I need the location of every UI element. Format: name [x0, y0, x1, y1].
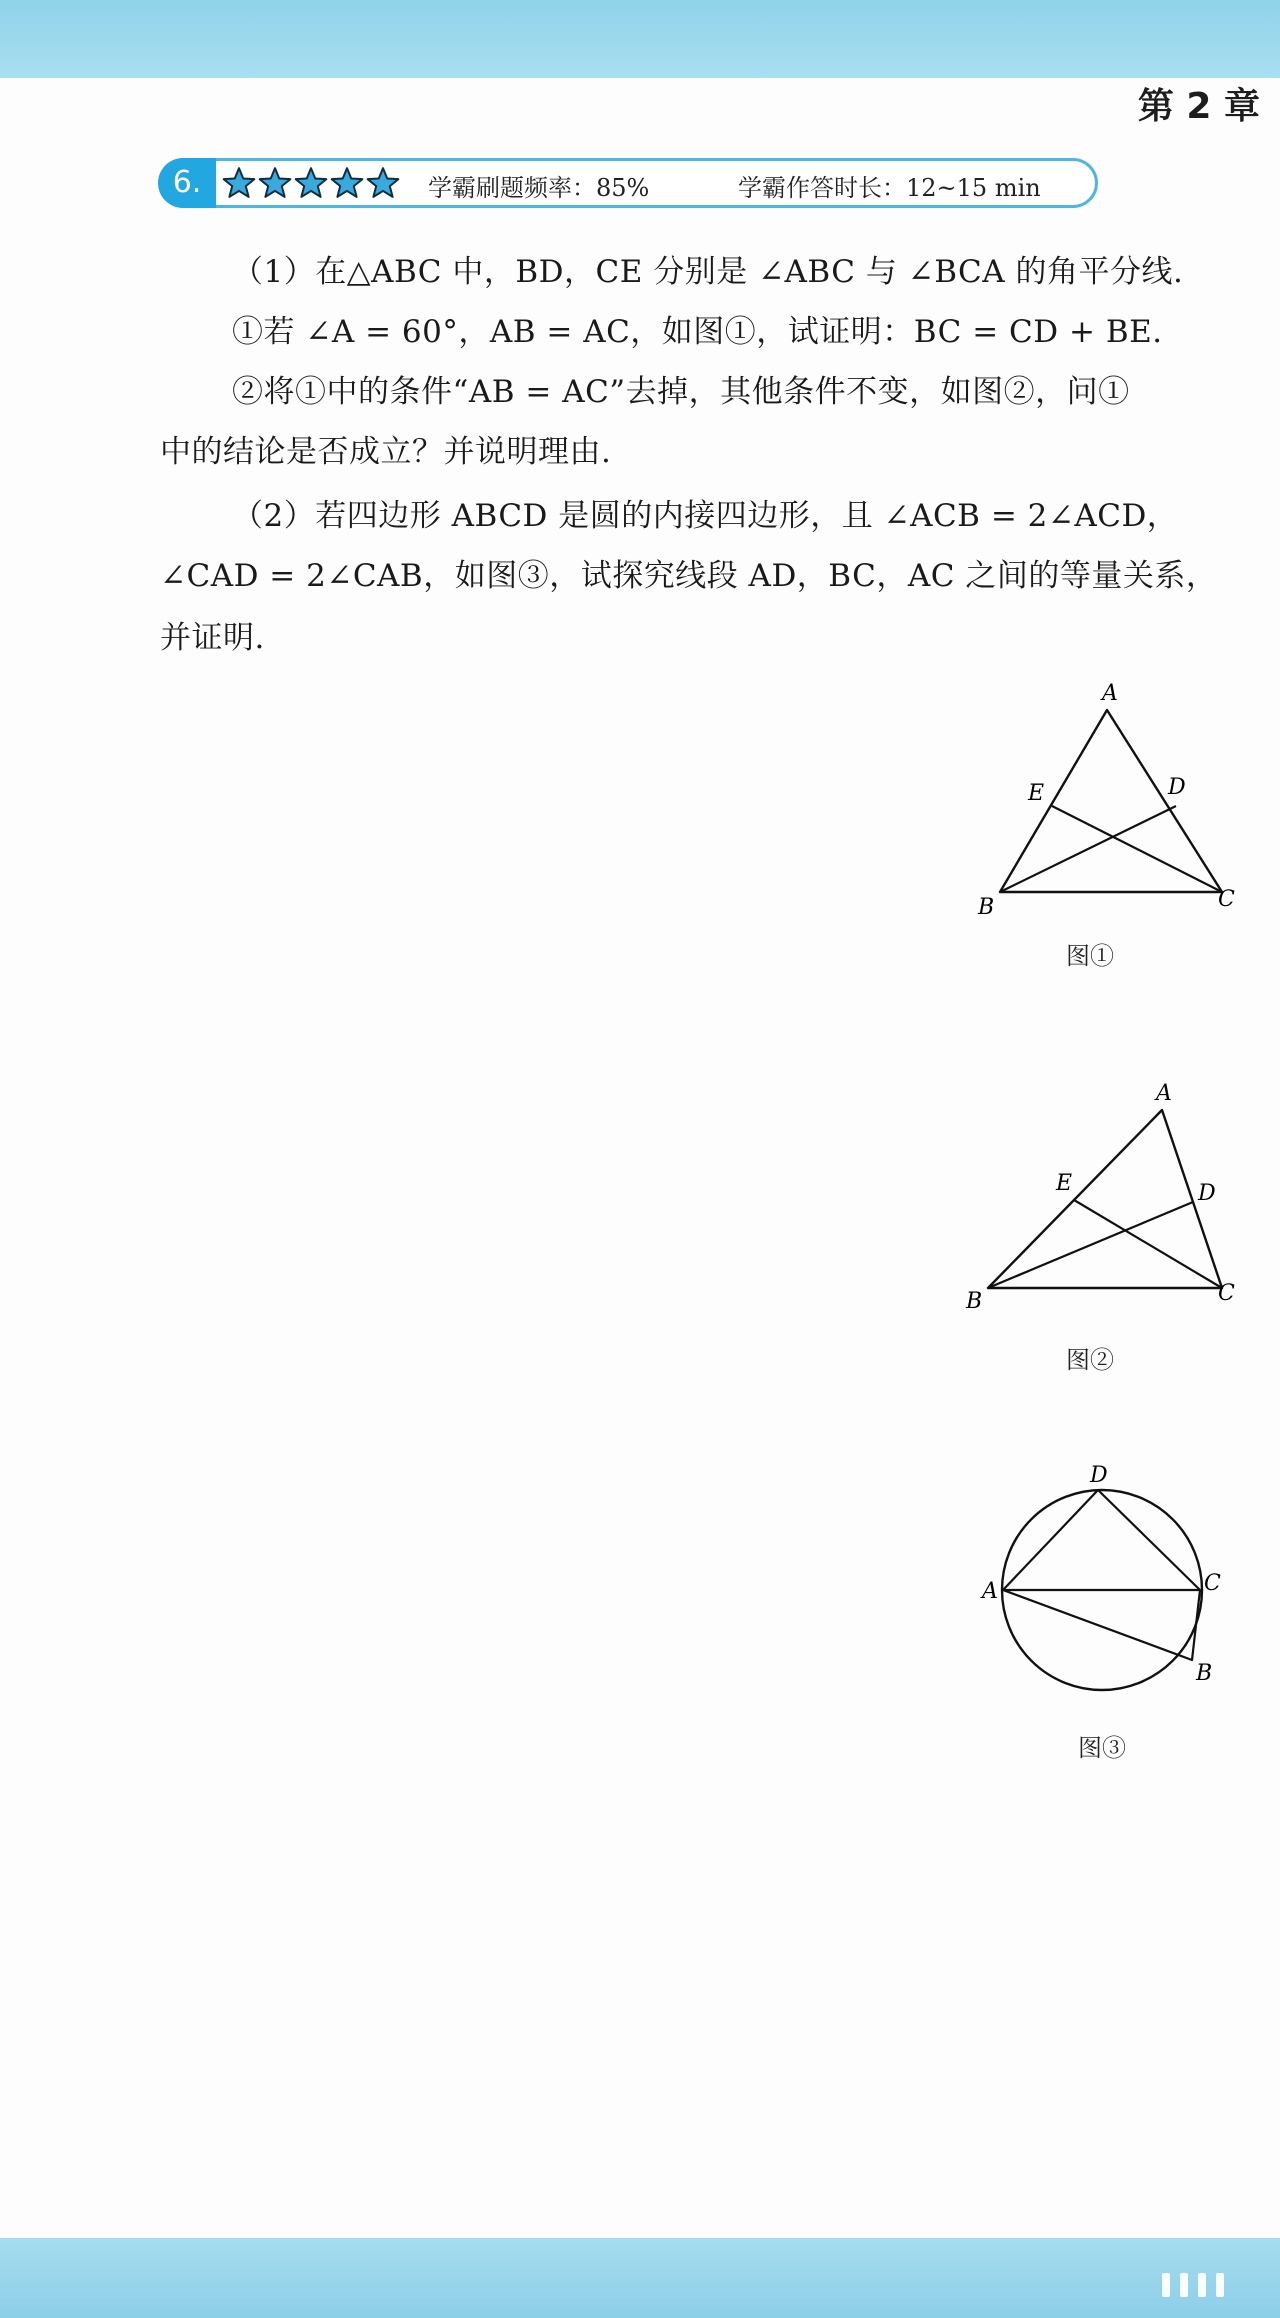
star-icon [330, 166, 364, 200]
watermark-bar [1162, 2273, 1170, 2297]
segment-ce [1074, 1200, 1222, 1288]
segment-bd [988, 1202, 1193, 1288]
watermark-bar [1180, 2273, 1188, 2297]
chapter-label: 第 2 章 [1137, 86, 1260, 127]
label-a: A [982, 1579, 998, 1604]
figure-2 [960, 1070, 1260, 1320]
watermark-bar [1198, 2273, 1206, 2297]
figure-1-caption: 图① [1066, 942, 1114, 970]
label-d: D [1090, 1463, 1108, 1488]
figure-1 [960, 670, 1260, 920]
problem-part2-end: 并证明. [160, 620, 265, 656]
figure-3-caption: 图③ [1078, 1734, 1126, 1762]
star-icon [366, 166, 400, 200]
label-a: A [1156, 1081, 1172, 1106]
difficulty-stars [222, 160, 400, 206]
watermark-bar [1216, 2273, 1224, 2297]
star-icon [294, 166, 328, 200]
problem-part1-case1: ①若 ∠A = 60°，AB = AC，如图①，试证明：BC = CD + BE. [232, 314, 1163, 350]
label-d: D [1198, 1181, 1216, 1206]
problem-part2-intro: （2）若四边形 ABCD 是圆的内接四边形，且 ∠ACB = 2∠ACD， [232, 498, 1179, 534]
label-b: B [1196, 1661, 1213, 1686]
problem-part2-cont: ∠CAD = 2∠CAB，如图③，试探究线段 AD，BC，AC 之间的等量关系， [160, 558, 1218, 594]
problem-part1-case2-cont: 中的结论是否成立？并说明理由. [160, 434, 612, 470]
star-icon [222, 166, 256, 200]
segment-ce [1052, 806, 1222, 892]
label-c: C [1204, 1571, 1221, 1596]
label-b: B [966, 1289, 983, 1314]
label-e: E [1056, 1171, 1073, 1196]
label-d: D [1168, 775, 1186, 800]
answer-duration: 学霸作答时长：12~15 min [738, 174, 1041, 202]
top-header-band [0, 0, 1280, 78]
label-c: C [1218, 887, 1235, 912]
label-b: B [978, 895, 995, 920]
figure-3 [982, 1460, 1260, 1710]
figure-2-caption: 图② [1066, 1346, 1114, 1374]
problem-part1-intro: （1）在△ABC 中，BD，CE 分别是 ∠ABC 与 ∠BCA 的角平分线. [232, 254, 1184, 290]
label-a: A [1102, 681, 1118, 706]
triangle-abc [988, 1110, 1222, 1288]
question-number: 6. [158, 158, 216, 208]
label-e: E [1028, 781, 1045, 806]
star-icon [258, 166, 292, 200]
problem-part1-case2: ②将①中的条件“AB = AC”去掉，其他条件不变，如图②，问① [232, 374, 1130, 410]
watermark-bars-icon [1162, 2272, 1258, 2298]
bottom-footer-band [0, 2238, 1280, 2318]
study-frequency: 学霸刷题频率：85% [428, 174, 650, 202]
label-c: C [1218, 1281, 1235, 1306]
